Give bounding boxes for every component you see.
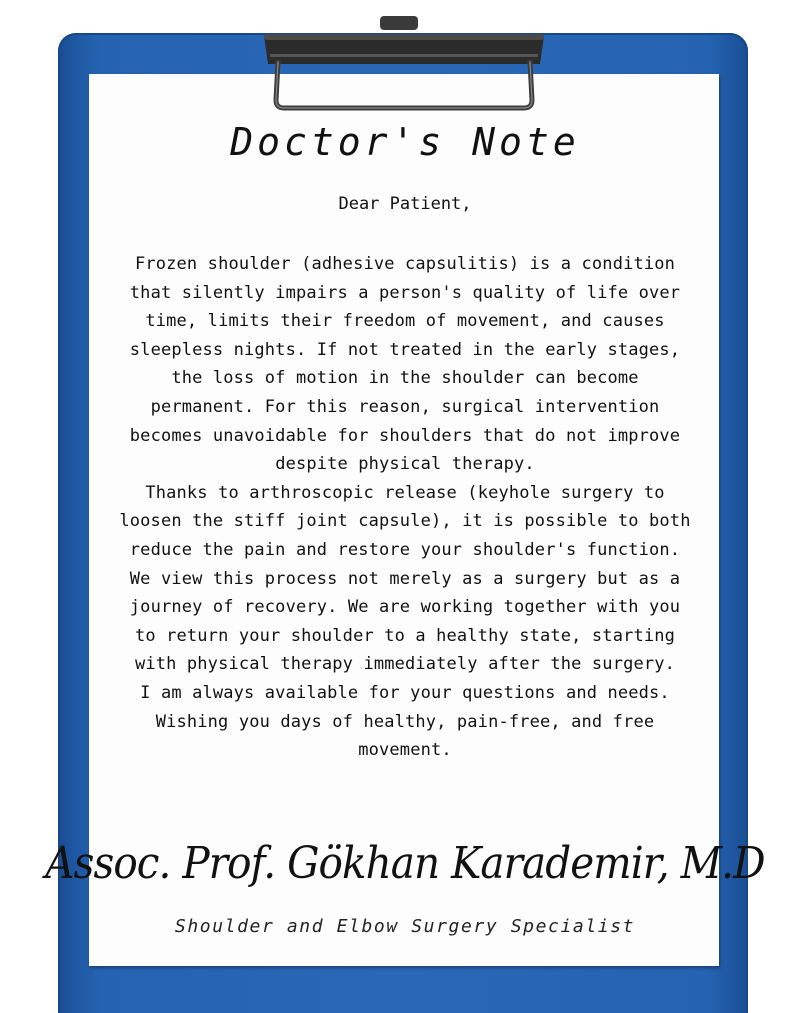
paragraph-1: Frozen shoulder (adhesive capsulitis) is a condition that silently impairs a person's quality of life over time, limits their freedom of movement, and causes sleepless nights. If not treated in the early stages, the loss of motion in the shoulder can become permanent. For this reason, surgical intervention becomes unavoidable for shoulders that do not improve despite physical therapy.	[129, 254, 681, 475]
note-title: Doctor's Note	[230, 120, 580, 164]
signature: Assoc. Prof. Gökhan Karademir, M.D	[45, 838, 765, 889]
paragraph-2: Thanks to arthroscopic release (keyhole surgery to loosen the stiff joint capsule), it is possible to both reduce the pain and restore your shoulder's function. We view this process not merely as a surgery but as a journey of recovery. We are working together with you to return your shoulder to a healthy state, starting with physical therapy immediately after the surgery.	[119, 482, 691, 675]
specialty-caption: Shoulder and Elbow Surgery Specialist	[174, 916, 636, 937]
binder-clip-icon	[256, 14, 552, 114]
paragraph-3: I am always available for your questions and needs. Wishing you days of healthy, pain-free, and free movement.	[140, 682, 670, 761]
note-body	[117, 250, 693, 765]
greeting: Dear Patient,	[338, 194, 472, 214]
